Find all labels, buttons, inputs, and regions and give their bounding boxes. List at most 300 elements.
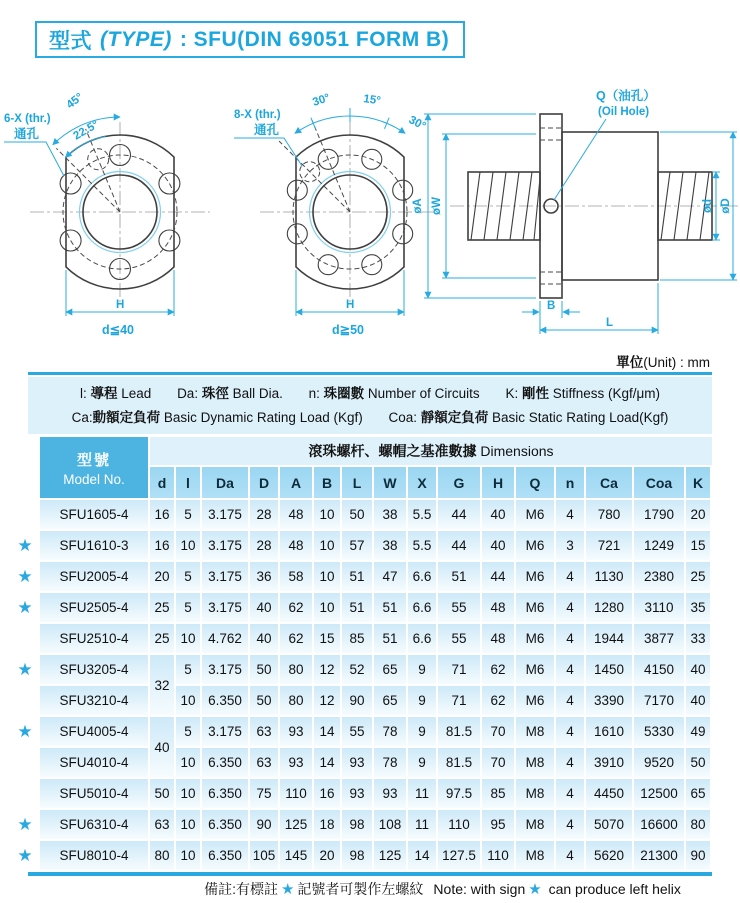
cell-Da: 6.350 [202, 779, 250, 810]
cell-D: 105 [250, 841, 280, 872]
cell-G: 110 [438, 810, 482, 841]
cell-Coa: 3110 [634, 593, 686, 624]
flange-front-view-small [2, 84, 234, 342]
unit-label-zh: 單位 [616, 355, 644, 370]
left-helix-star: ★ [10, 562, 40, 593]
cell-Q: M6 [516, 500, 556, 531]
cell-Ca: 1944 [586, 624, 634, 655]
cell-L: 85 [342, 624, 374, 655]
cell-n: 4 [556, 779, 586, 810]
cell-D: 50 [250, 655, 280, 686]
col-header-H: H [482, 467, 516, 500]
model-no-header [40, 437, 150, 500]
cell-Da: 3.175 [202, 655, 250, 686]
cell-X: 11 [408, 810, 438, 841]
cell-Ca: 1130 [586, 562, 634, 593]
cell-Ca: 721 [586, 531, 634, 562]
star-column-header [10, 437, 40, 500]
cell-L: 98 [342, 841, 374, 872]
cell-l: 10 [176, 748, 202, 779]
star-spacer [10, 779, 40, 810]
cell-n: 4 [556, 841, 586, 872]
cell-Coa: 1249 [634, 531, 686, 562]
col-header-Ca: Ca [586, 467, 634, 500]
cell-Q: M6 [516, 686, 556, 717]
cell-G: 127.5 [438, 841, 482, 872]
angle-15-label: 15° [362, 93, 382, 108]
cell-n: 3 [556, 531, 586, 562]
left-helix-star: ★ [10, 531, 40, 562]
cell-D: 40 [250, 624, 280, 655]
l-dimension [540, 283, 658, 334]
col-header-G: G [438, 467, 482, 500]
cell-K: 49 [686, 717, 712, 748]
cell-D: 40 [250, 593, 280, 624]
cell-Coa: 7170 [634, 686, 686, 717]
cell-L: 51 [342, 562, 374, 593]
note-en-suffix: can produce left helix [544, 881, 681, 897]
cell-G: 51 [438, 562, 482, 593]
cell-Da: 3.175 [202, 500, 250, 531]
cell-n: 4 [556, 500, 586, 531]
cell-H: 40 [482, 500, 516, 531]
legend-line-2 [61, 406, 680, 430]
technical-drawings [0, 84, 740, 342]
cell-W: 125 [374, 841, 408, 872]
cell-A: 48 [280, 531, 314, 562]
cell-Coa: 4150 [634, 655, 686, 686]
left-helix-star: ★ [10, 717, 40, 748]
cell-A: 58 [280, 562, 314, 593]
cell-Da: 4.762 [202, 624, 250, 655]
cell-l: 5 [176, 655, 202, 686]
cell-W: 78 [374, 748, 408, 779]
cell-B: 14 [314, 717, 342, 748]
cell-Ca: 5070 [586, 810, 634, 841]
cell-d: 50 [150, 779, 176, 810]
cell-K: 35 [686, 593, 712, 624]
cell-H: 70 [482, 717, 516, 748]
cell-B: 10 [314, 500, 342, 531]
model-no-cell: SFU4010-4 [40, 748, 150, 779]
legend-item-dynamic-load: Ca:動額定負荷 Basic Dynamic Rating Load (Kgf) [71, 409, 363, 425]
cell-X: 9 [408, 655, 438, 686]
cell-Da: 3.175 [202, 562, 250, 593]
cell-W: 65 [374, 655, 408, 686]
cell-D: 28 [250, 531, 280, 562]
cell-K: 40 [686, 655, 712, 686]
range-label: d≧50 [332, 323, 365, 337]
cell-W: 108 [374, 810, 408, 841]
cell-Da: 3.175 [202, 717, 250, 748]
bolt-holes [279, 121, 413, 275]
cell-Da: 3.175 [202, 593, 250, 624]
cell-A: 48 [280, 500, 314, 531]
dia-W-label: øW [431, 197, 443, 215]
cell-H: 44 [482, 562, 516, 593]
legend-item-circuits: n: 珠圈數 Number of Circuits [308, 385, 480, 401]
cell-Q: M6 [516, 531, 556, 562]
table-row [10, 686, 712, 717]
col-header-W: W [374, 467, 408, 500]
angle-45-label: 45° [64, 91, 86, 112]
oil-hole-callout [554, 88, 656, 200]
oil-hole-label-en: (Oil Hole) [598, 106, 650, 118]
cell-l: 5 [176, 562, 202, 593]
cell-H: 48 [482, 593, 516, 624]
cell-L: 93 [342, 779, 374, 810]
cell-Da: 3.175 [202, 531, 250, 562]
cell-K: 65 [686, 779, 712, 810]
angle-dimensions [295, 92, 428, 133]
left-helix-star: ★ [10, 655, 40, 686]
cell-H: 62 [482, 686, 516, 717]
left-helix-star-icon: ★ [280, 881, 295, 898]
cell-Coa: 3877 [634, 624, 686, 655]
cell-Ca: 3390 [586, 686, 634, 717]
cell-W: 38 [374, 531, 408, 562]
cell-K: 25 [686, 562, 712, 593]
cell-B: 12 [314, 655, 342, 686]
cell-d: 63 [150, 810, 176, 841]
cell-G: 55 [438, 593, 482, 624]
cell-L: 57 [342, 531, 374, 562]
cell-n: 4 [556, 624, 586, 655]
unit-label-rest: (Unit) : mm [643, 355, 710, 370]
cell-B: 16 [314, 779, 342, 810]
model-no-cell: SFU4005-4 [40, 717, 150, 748]
cell-d: 25 [150, 624, 176, 655]
title-zh: 型式 [49, 29, 92, 53]
table-row [10, 748, 712, 779]
cell-G: 97.5 [438, 779, 482, 810]
cell-X: 11 [408, 779, 438, 810]
model-no-cell: SFU1610-3 [40, 531, 150, 562]
legend-box [28, 377, 712, 434]
cell-X: 14 [408, 841, 438, 872]
cell-l: 10 [176, 810, 202, 841]
oil-hole-label-zh: Q（油孔） [596, 89, 656, 103]
cell-D: 63 [250, 717, 280, 748]
cell-K: 33 [686, 624, 712, 655]
b-label: B [547, 300, 556, 312]
cell-X: 6.6 [408, 593, 438, 624]
cell-H: 48 [482, 624, 516, 655]
cell-X: 5.5 [408, 531, 438, 562]
cell-H: 70 [482, 748, 516, 779]
cell-K: 80 [686, 810, 712, 841]
spec-table-zone [10, 437, 712, 872]
note-en-prefix: Note: with sign [433, 881, 526, 897]
dimensions-header: 滾珠螺杆、螺帽之基准數據 Dimensions [150, 437, 712, 467]
nut-side-view [410, 84, 740, 342]
table-row [10, 500, 712, 531]
cell-Coa: 21300 [634, 841, 686, 872]
cell-W: 93 [374, 779, 408, 810]
cell-W: 78 [374, 717, 408, 748]
col-header-Coa: Coa [634, 467, 686, 500]
model-header-en: Model No. [63, 471, 125, 487]
cell-A: 93 [280, 748, 314, 779]
bolt-holes [56, 129, 179, 280]
cell-Coa: 9520 [634, 748, 686, 779]
model-header-zh: 型號 [76, 451, 111, 469]
callout-text: 6-X (thr.) [4, 113, 51, 125]
cell-Ca: 1610 [586, 717, 634, 748]
note-zh-suffix: 記號者可製作左螺紋 [297, 881, 424, 897]
left-helix-star: ★ [10, 841, 40, 872]
cell-d: 16 [150, 531, 176, 562]
table-row [10, 562, 712, 593]
cell-X: 9 [408, 748, 438, 779]
dia-D-label: øD [720, 198, 732, 214]
range-label: d≦40 [102, 323, 135, 337]
bottom-rule [28, 872, 712, 876]
title-type: (TYPE) [100, 27, 172, 51]
cell-G: 55 [438, 624, 482, 655]
cell-Ca: 4450 [586, 779, 634, 810]
col-header-A: A [280, 467, 314, 500]
note-zh-prefix: 備註:有標註 [204, 881, 278, 897]
cell-Coa: 5330 [634, 717, 686, 748]
cell-K: 40 [686, 686, 712, 717]
cell-d: 25 [150, 593, 176, 624]
cell-G: 81.5 [438, 748, 482, 779]
cell-Da: 6.350 [202, 686, 250, 717]
col-header-L: L [342, 467, 374, 500]
cell-Ca: 1280 [586, 593, 634, 624]
legend-item-static-load: Coa: 靜額定負荷 Basic Static Rating Load(Kgf) [388, 409, 669, 425]
star-spacer [10, 500, 40, 531]
cell-l: 10 [176, 531, 202, 562]
col-header-l: l [176, 467, 202, 500]
cell-D: 63 [250, 748, 280, 779]
col-header-d: d [150, 467, 176, 500]
callout-text: 8-X (thr.) [234, 109, 281, 121]
cell-Q: M6 [516, 655, 556, 686]
cell-B: 14 [314, 748, 342, 779]
hole-callout [234, 109, 302, 166]
legend-line-1 [69, 382, 671, 406]
left-helix-star-icon: ★ [528, 881, 542, 898]
cell-Q: M6 [516, 593, 556, 624]
cell-l: 10 [176, 686, 202, 717]
cell-G: 71 [438, 686, 482, 717]
table-row [10, 810, 712, 841]
model-no-cell: SFU2505-4 [40, 593, 150, 624]
table-row [10, 655, 712, 686]
legend-item-stiffness: K: 剛性 Stiffness (Kgf/μm) [505, 385, 661, 401]
top-rule [28, 372, 712, 375]
cell-Q: M8 [516, 717, 556, 748]
cell-B: 10 [314, 593, 342, 624]
cell-n: 4 [556, 562, 586, 593]
table-row [10, 841, 712, 872]
model-no-cell: SFU1605-4 [40, 500, 150, 531]
cell-X: 6.6 [408, 624, 438, 655]
cell-A: 62 [280, 624, 314, 655]
cell-Q: M6 [516, 624, 556, 655]
cell-l: 10 [176, 779, 202, 810]
col-header-Q: Q [516, 467, 556, 500]
callout-text-zh: 通孔 [14, 127, 40, 141]
callout-text-zh: 通孔 [254, 123, 280, 137]
cell-d: 20 [150, 562, 176, 593]
table-row [10, 531, 712, 562]
cell-W: 51 [374, 593, 408, 624]
spec-table-body [10, 500, 712, 872]
left-helix-star: ★ [10, 810, 40, 841]
cell-Q: M8 [516, 779, 556, 810]
col-header-n: n [556, 467, 586, 500]
cell-Da: 6.350 [202, 810, 250, 841]
cell-Da: 6.350 [202, 841, 250, 872]
cell-n: 4 [556, 810, 586, 841]
cell-Q: M8 [516, 748, 556, 779]
cell-Ca: 1450 [586, 655, 634, 686]
cell-K: 50 [686, 748, 712, 779]
cell-W: 51 [374, 624, 408, 655]
model-no-cell: SFU2005-4 [40, 562, 150, 593]
cell-K: 15 [686, 531, 712, 562]
cell-L: 50 [342, 500, 374, 531]
cell-Coa: 16600 [634, 810, 686, 841]
cell-d: 40 [150, 717, 176, 779]
cell-n: 4 [556, 748, 586, 779]
b-dimension [522, 300, 580, 334]
cell-d: 16 [150, 500, 176, 531]
cell-W: 47 [374, 562, 408, 593]
col-header-X: X [408, 467, 438, 500]
cell-n: 4 [556, 593, 586, 624]
cell-G: 44 [438, 531, 482, 562]
cell-l: 5 [176, 593, 202, 624]
page-title [35, 21, 465, 58]
angle-dimensions [53, 91, 120, 158]
star-spacer [10, 686, 40, 717]
cell-l: 5 [176, 717, 202, 748]
model-no-cell: SFU3205-4 [40, 655, 150, 686]
cell-A: 110 [280, 779, 314, 810]
model-no-cell: SFU6310-4 [40, 810, 150, 841]
cell-H: 40 [482, 531, 516, 562]
cell-H: 85 [482, 779, 516, 810]
cell-K: 20 [686, 500, 712, 531]
footer-note [0, 879, 740, 899]
cell-H: 95 [482, 810, 516, 841]
cell-B: 10 [314, 531, 342, 562]
cell-D: 90 [250, 810, 280, 841]
col-header-B: B [314, 467, 342, 500]
cell-Ca: 5620 [586, 841, 634, 872]
cell-l: 10 [176, 841, 202, 872]
model-no-cell: SFU8010-4 [40, 841, 150, 872]
cell-A: 93 [280, 717, 314, 748]
cell-D: 36 [250, 562, 280, 593]
cell-L: 98 [342, 810, 374, 841]
col-header-D: D [250, 467, 280, 500]
col-header-Da: Da [202, 467, 250, 500]
cell-X: 9 [408, 717, 438, 748]
cell-G: 71 [438, 655, 482, 686]
model-no-cell: SFU3210-4 [40, 686, 150, 717]
cell-A: 145 [280, 841, 314, 872]
table-row [10, 717, 712, 748]
cell-B: 10 [314, 562, 342, 593]
cell-D: 75 [250, 779, 280, 810]
model-no-cell: SFU5010-4 [40, 779, 150, 810]
dia-d-label: ød [702, 198, 714, 214]
dia-d-dimension [702, 172, 720, 240]
angle-30l-label: 30° [311, 92, 332, 109]
cell-Q: M8 [516, 810, 556, 841]
cell-G: 81.5 [438, 717, 482, 748]
cell-X: 5.5 [408, 500, 438, 531]
cell-B: 15 [314, 624, 342, 655]
unit-label [616, 351, 710, 371]
cell-n: 4 [556, 655, 586, 686]
cell-L: 52 [342, 655, 374, 686]
cell-G: 44 [438, 500, 482, 531]
model-no-cell: SFU2510-4 [40, 624, 150, 655]
cell-D: 50 [250, 686, 280, 717]
legend-item-lead: l: 導程 Lead [79, 385, 152, 401]
cell-B: 12 [314, 686, 342, 717]
legend-item-ball-dia: Da: 珠徑 Ball Dia. [177, 385, 283, 401]
cell-Coa: 12500 [634, 779, 686, 810]
title-rest: : SFU(DIN 69051 FORM B) [179, 27, 450, 51]
cell-l: 5 [176, 500, 202, 531]
star-spacer [10, 748, 40, 779]
cell-X: 9 [408, 686, 438, 717]
cell-Da: 6.350 [202, 748, 250, 779]
h-label: H [116, 299, 125, 311]
cell-Coa: 1790 [634, 500, 686, 531]
cell-L: 90 [342, 686, 374, 717]
star-spacer [10, 624, 40, 655]
angle-30r-label: 30° [406, 114, 428, 133]
cell-Ca: 780 [586, 500, 634, 531]
cell-n: 4 [556, 717, 586, 748]
cell-D: 28 [250, 500, 280, 531]
dia-A-label: øA [412, 198, 424, 214]
table-row [10, 779, 712, 810]
spec-table [10, 437, 712, 872]
cell-Q: M8 [516, 841, 556, 872]
cell-K: 90 [686, 841, 712, 872]
cell-W: 65 [374, 686, 408, 717]
cell-W: 38 [374, 500, 408, 531]
cell-B: 20 [314, 841, 342, 872]
cell-Coa: 2380 [634, 562, 686, 593]
cell-H: 62 [482, 655, 516, 686]
cell-H: 110 [482, 841, 516, 872]
cell-A: 80 [280, 686, 314, 717]
table-row [10, 593, 712, 624]
cell-B: 18 [314, 810, 342, 841]
cell-n: 4 [556, 686, 586, 717]
table-row [10, 624, 712, 655]
cell-X: 6.6 [408, 562, 438, 593]
h-label: H [346, 299, 355, 311]
cell-A: 62 [280, 593, 314, 624]
cell-d: 32 [150, 655, 176, 717]
l-label: L [606, 317, 614, 329]
hole-callout [4, 113, 64, 176]
cell-L: 93 [342, 748, 374, 779]
col-header-K: K [686, 467, 712, 500]
cell-L: 51 [342, 593, 374, 624]
